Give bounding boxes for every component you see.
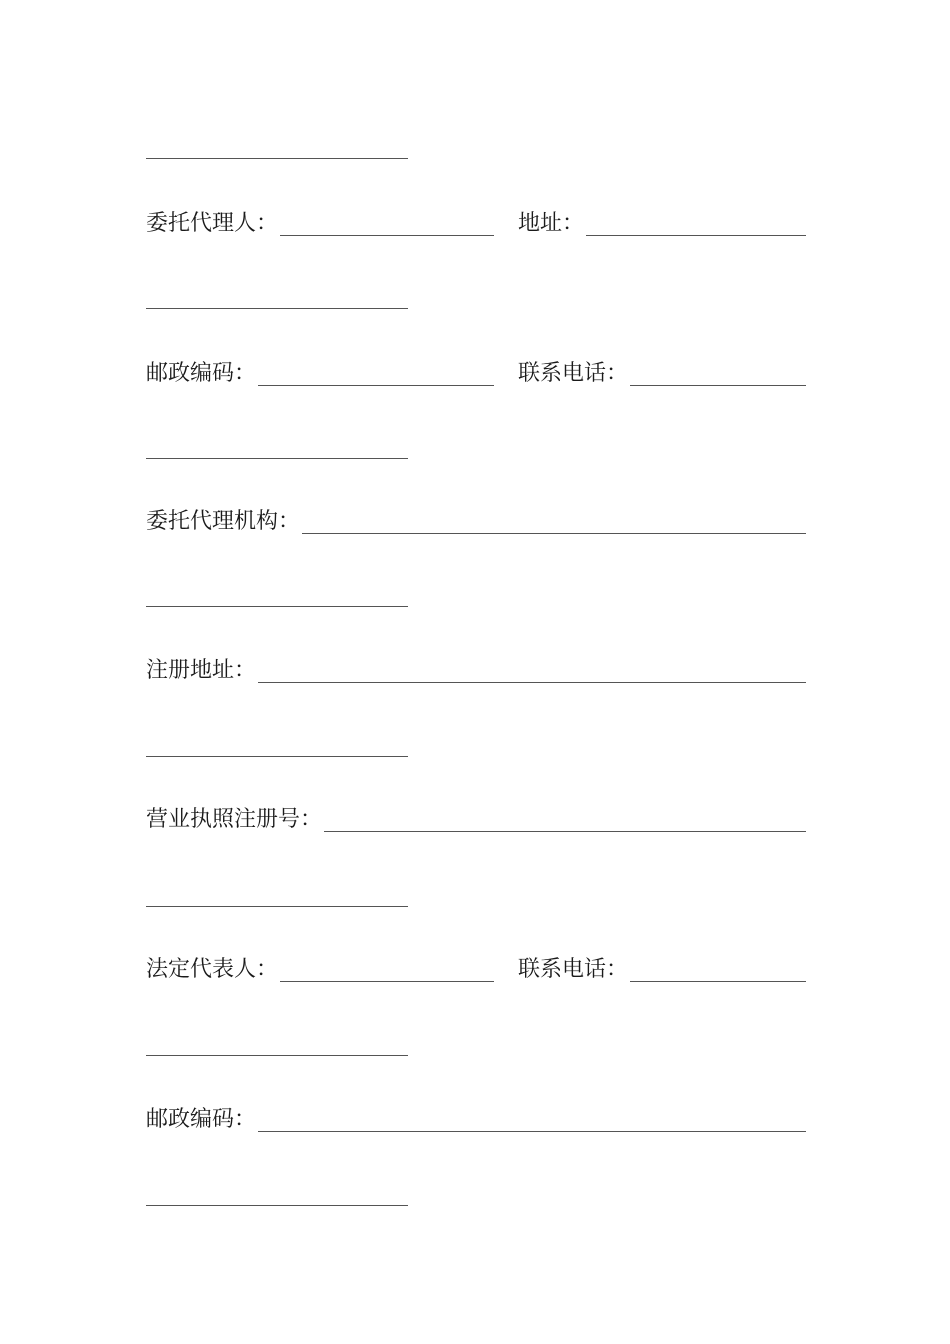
agent-field — [146, 208, 494, 238]
agent-postcode-blank[interactable] — [258, 385, 494, 386]
agent-phone-field — [518, 358, 806, 388]
legal-rep-phone-label: 联系电话： — [518, 957, 629, 982]
legal-rep-phone-field — [518, 954, 806, 984]
agent-phone-label: 联系电话： — [518, 361, 629, 386]
agent-row — [146, 208, 806, 238]
continuation-line[interactable] — [146, 1055, 408, 1056]
agent-postcode-label: 邮政编码： — [146, 361, 257, 386]
business-license-blank[interactable] — [324, 831, 806, 832]
agent-blank[interactable] — [280, 235, 494, 236]
agency-postcode-blank[interactable] — [258, 1131, 806, 1132]
agent-postcode-field — [146, 358, 494, 388]
registered-address-blank[interactable] — [258, 682, 806, 683]
registered-address-row — [146, 655, 806, 685]
continuation-line[interactable] — [146, 906, 408, 907]
registered-address-label: 注册地址： — [146, 658, 257, 683]
legal-rep-blank[interactable] — [280, 981, 494, 982]
agency-blank[interactable] — [302, 533, 806, 534]
agent-postcode-row — [146, 358, 806, 388]
continuation-line[interactable] — [146, 606, 408, 607]
business-license-label: 营业执照注册号： — [146, 807, 323, 832]
agency-postcode-field — [146, 1104, 806, 1134]
agency-label: 委托代理机构： — [146, 509, 301, 534]
registered-address-field — [146, 655, 806, 685]
legal-rep-label: 法定代表人： — [146, 957, 279, 982]
business-license-field — [146, 804, 806, 834]
agency-postcode-row — [146, 1104, 806, 1134]
agent-label: 委托代理人： — [146, 211, 279, 236]
agency-field — [146, 506, 806, 536]
agent-address-blank[interactable] — [586, 235, 806, 236]
agent-address-label: 地址： — [518, 211, 585, 236]
continuation-line[interactable] — [146, 458, 408, 459]
legal-rep-row — [146, 954, 806, 984]
continuation-line[interactable] — [146, 158, 408, 159]
legal-rep-field — [146, 954, 494, 984]
continuation-line[interactable] — [146, 756, 408, 757]
continuation-line[interactable] — [146, 1205, 408, 1206]
legal-rep-phone-blank[interactable] — [630, 981, 806, 982]
continuation-line[interactable] — [146, 308, 408, 309]
agency-postcode-label: 邮政编码： — [146, 1107, 257, 1132]
agent-phone-blank[interactable] — [630, 385, 806, 386]
agency-row — [146, 506, 806, 536]
agent-address-field — [518, 208, 806, 238]
business-license-row — [146, 804, 806, 834]
